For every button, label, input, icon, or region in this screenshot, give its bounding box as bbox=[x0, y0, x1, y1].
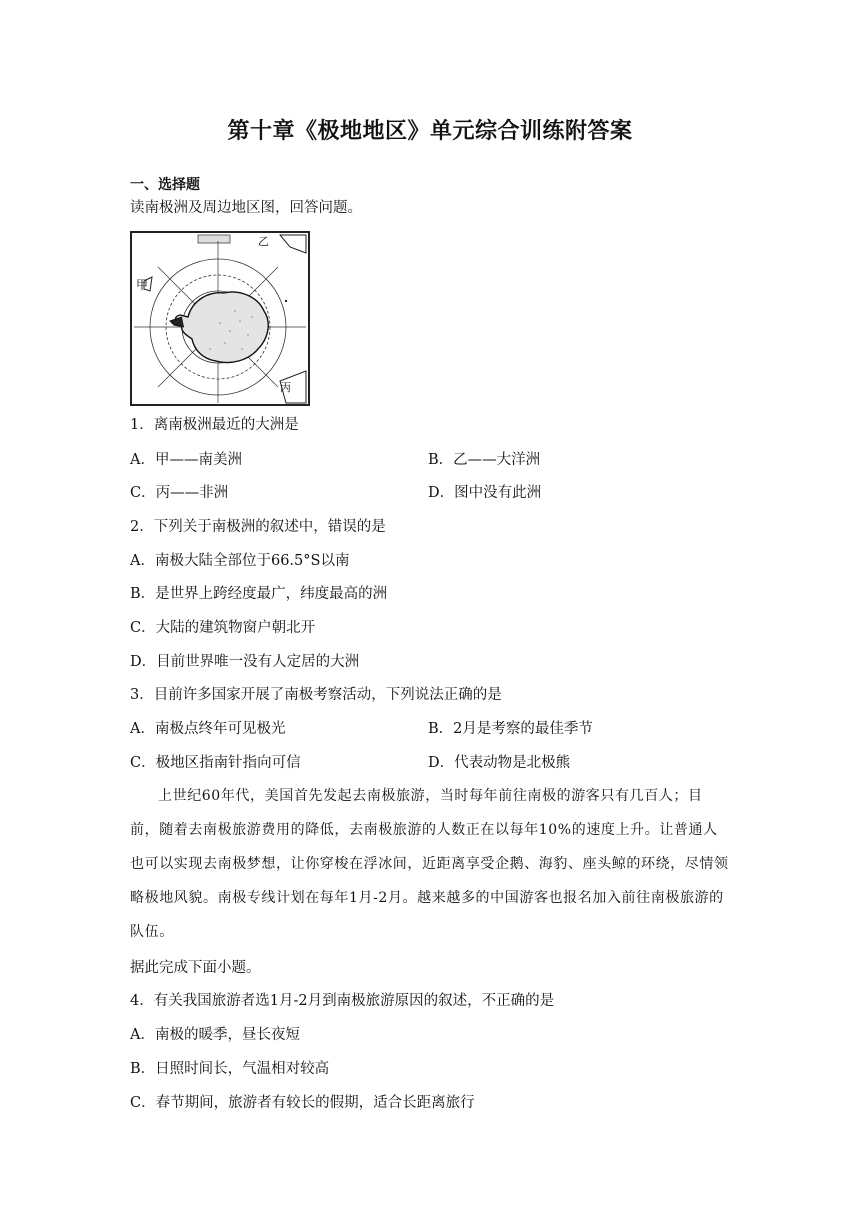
question-1-option-a: A．甲——南美洲 bbox=[130, 452, 242, 468]
page-title: 第十章《极地地区》单元综合训练附答案 bbox=[227, 119, 633, 144]
map-label-yi: 乙 bbox=[258, 235, 269, 248]
question-1-option-b: B．乙——大洋洲 bbox=[428, 452, 541, 468]
question-4-option-c: C．春节期间，旅游者有较长的假期，适合长距离旅行 bbox=[130, 1095, 475, 1111]
question-4-option-b: B．日照时间长，气温相对较高 bbox=[130, 1061, 330, 1077]
question-2-option-b: B．是世界上跨经度最广，纬度最高的洲 bbox=[130, 586, 388, 602]
map-label-jia: 甲 bbox=[136, 278, 149, 292]
question-1-stem: 1．离南极洲最近的大洲是 bbox=[130, 417, 299, 433]
question-1-option-c: C．丙——非洲 bbox=[130, 485, 229, 501]
passage-instruction: 据此完成下面小题。 bbox=[130, 960, 261, 976]
reading-passage: 上世纪60年代，美国首先发起去南极旅游，当时每年前往南极的游客只有几百人；目前，随着去南极旅游费用的降低，去南极旅游的人数正在以每年10%的速度上升。让普通人也可以实现去南极梦想，让你穿梭在浮冰间，近距离享受企鹅、海豹、座头鲸的环绕，尽情领略极地风貌。南极专线计划在每年1月-2月。越来越多的中国游客也报名加入前往南极旅游的队伍。 bbox=[130, 788, 729, 940]
section-heading: 一、选择题 bbox=[130, 177, 200, 193]
question-2-option-d: D．目前世界唯一没有人定居的大洲 bbox=[130, 654, 360, 670]
antarctica-map bbox=[130, 231, 310, 406]
question-2-option-a: A．南极大陆全部位于66.5°S以南 bbox=[130, 553, 350, 569]
question-3-stem: 3．目前许多国家开展了南极考察活动，下列说法正确的是 bbox=[130, 687, 502, 703]
question-2-option-c: C．大陆的建筑物窗户朝北开 bbox=[130, 620, 316, 636]
question-2-stem: 2．下列关于南极洲的叙述中，错误的是 bbox=[130, 519, 386, 535]
question-4-stem: 4．有关我国旅游者选1月-2月到南极旅游原因的叙述，不正确的是 bbox=[130, 993, 555, 1009]
map-label-bing: 丙 bbox=[280, 381, 291, 394]
intro-text: 读南极洲及周边地区图，回答问题。 bbox=[130, 200, 362, 216]
question-3-option-b: B．2月是考察的最佳季节 bbox=[428, 721, 593, 737]
question-4-option-a: A．南极的暖季，昼长夜短 bbox=[130, 1027, 300, 1043]
question-3-option-a: A．南极点终年可见极光 bbox=[130, 721, 286, 737]
question-1-option-d: D．图中没有此洲 bbox=[428, 485, 542, 501]
question-3-option-c: C．极地区指南针指向可信 bbox=[130, 755, 301, 771]
question-3-option-d: D．代表动物是北极熊 bbox=[428, 755, 571, 771]
